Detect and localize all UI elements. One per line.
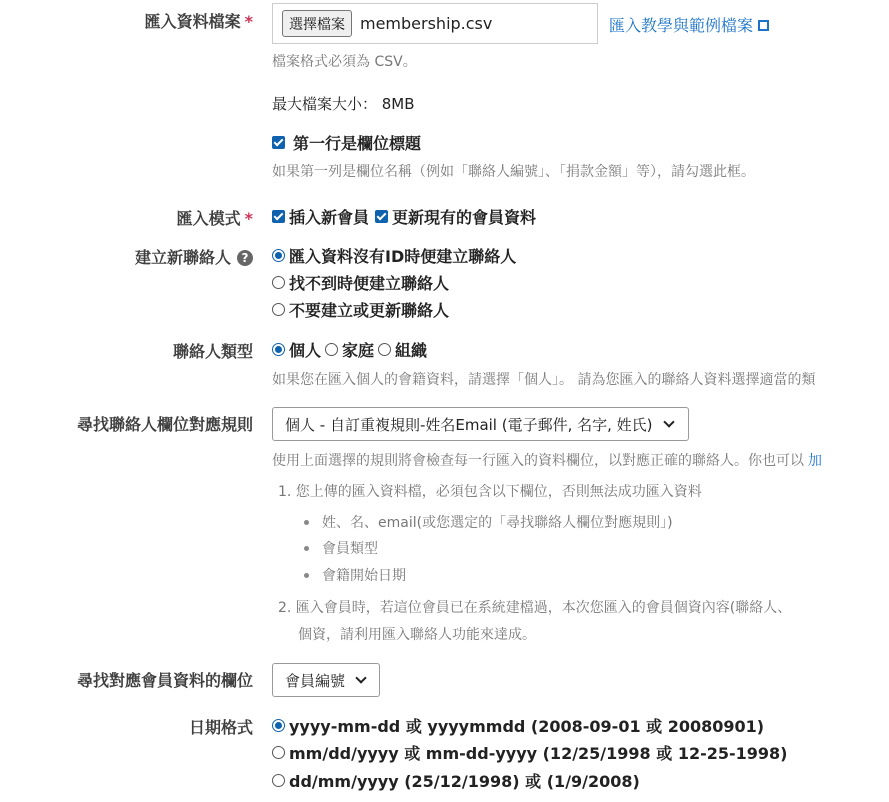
required-mark: *	[244, 12, 253, 31]
import-mode-options	[272, 205, 536, 228]
selected-filename: membership.csv	[360, 14, 493, 33]
dedupe-rule-help-link[interactable]: 加	[808, 453, 822, 469]
new-contact-radio-1[interactable]	[272, 249, 285, 262]
requirements-item-2-line-1: 2. 匯入會員時，若這位會員已在系統建檔過，本次您匯入的會員個資內容(聯絡人、	[278, 600, 792, 616]
dedupe-rule-label: 尋找聯絡人欄位對應規則	[76, 415, 253, 434]
dedupe-rule-select[interactable]	[272, 407, 689, 441]
member-field-label: 尋找對應會員資料的欄位	[76, 671, 253, 690]
contact-type-household-radio[interactable]	[325, 343, 338, 356]
header-help: 如果第一列是欄位名稱（例如「聯絡人編號」、「捐款金額」等），請勾選此框。	[272, 164, 755, 180]
chevron-down-icon	[355, 672, 366, 683]
first-row-header-label: 第一行是欄位標題	[293, 134, 422, 153]
contact-type-options	[272, 338, 427, 361]
date-format-option-1[interactable]: yyyy-mm-dd 或 yyyymmdd (2008-09-01 或 20080901)	[272, 714, 764, 737]
member-field-select[interactable]	[272, 663, 380, 697]
required-mark: *	[244, 209, 253, 228]
new-contact-option-1[interactable]: 匯入資料沒有ID時便建立聯絡人	[272, 244, 516, 267]
contact-type-household-label: 家庭	[342, 341, 375, 360]
contact-type-individual-label: 個人	[289, 341, 322, 360]
import-file-label: 匯入資料檔案 *	[144, 12, 253, 31]
new-contact-option-3[interactable]: 不要建立或更新聯絡人	[272, 298, 449, 321]
requirements-item-1: 1. 您上傳的匯入資料檔，必須包含以下欄位，否則無法成功匯入資料	[278, 484, 702, 500]
requirement-bullet-3: 會籍開始日期	[322, 568, 406, 584]
contact-type-help: 如果您在匯入個人的會籍資料，請選擇「個人」。 請為您匯入的聯絡人資料選擇適當的類	[272, 372, 816, 388]
new-contact-radio-3[interactable]	[272, 303, 285, 316]
date-format-option-3[interactable]: dd/mm/yyyy (25/12/1998) 或 (1/9/2008)	[272, 769, 640, 792]
date-format-option-2[interactable]: mm/dd/yyyy 或 mm-dd-yyyy (12/25/1998 或 12-25-1998)	[272, 741, 787, 764]
update-existing-label: 更新現有的會員資料	[392, 208, 537, 227]
file-format-help: 檔案格式必須為 CSV。	[272, 54, 417, 70]
dedupe-rule-help: 使用上面選擇的規則將會檢查每一行匯入的資料欄位，以對應正確的聯絡人。你也可以 加	[272, 453, 822, 469]
choose-file-button[interactable]: 選擇檔案	[282, 10, 352, 37]
contact-type-individual-radio[interactable]	[272, 343, 285, 356]
chevron-down-icon	[663, 416, 674, 427]
bullet-icon	[304, 546, 309, 551]
requirement-bullet-2: 會員類型	[322, 541, 378, 557]
bullet-icon	[304, 520, 309, 525]
member-field-value: 會員編號	[285, 671, 346, 690]
date-format-radio-1[interactable]	[272, 719, 285, 732]
insert-new-label: 插入新會員	[289, 208, 370, 227]
date-format-radio-3[interactable]	[272, 774, 285, 787]
contact-type-label: 聯絡人類型	[172, 342, 253, 361]
requirement-bullet-1: 姓、名、email(或您選定的「尋找聯絡人欄位對應規則」)	[322, 515, 673, 531]
dedupe-rule-value: 個人 - 自訂重複規則-姓名Email (電子郵件, 名字, 姓氏)	[285, 415, 653, 434]
first-row-header-option[interactable]	[272, 131, 421, 154]
contact-type-organization-radio[interactable]	[378, 343, 391, 356]
file-input[interactable]	[272, 3, 598, 44]
bullet-icon	[304, 573, 309, 578]
insert-new-checkbox[interactable]	[272, 210, 285, 223]
date-format-radio-2[interactable]	[272, 746, 285, 759]
first-row-header-checkbox[interactable]	[272, 136, 285, 149]
contact-type-organization-label: 組織	[395, 341, 428, 360]
max-file-size: 最大檔案大小： 8MB	[272, 95, 415, 113]
date-format-label: 日期格式	[188, 718, 253, 737]
external-link-icon	[758, 20, 769, 31]
new-contact-option-2[interactable]: 找不到時便建立聯絡人	[272, 271, 449, 294]
requirements-item-2-line-2: 個資，請利用匯入聯絡人功能來達成。	[298, 627, 536, 643]
help-icon[interactable]: ?	[237, 250, 253, 266]
new-contact-label: 建立新聯絡人 ?	[0, 245, 253, 268]
update-existing-checkbox[interactable]	[375, 210, 388, 223]
new-contact-radio-2[interactable]	[272, 276, 285, 289]
import-mode-label: 匯入模式 *	[176, 209, 253, 228]
tutorial-link[interactable]: 匯入教學與範例檔案	[609, 13, 769, 36]
